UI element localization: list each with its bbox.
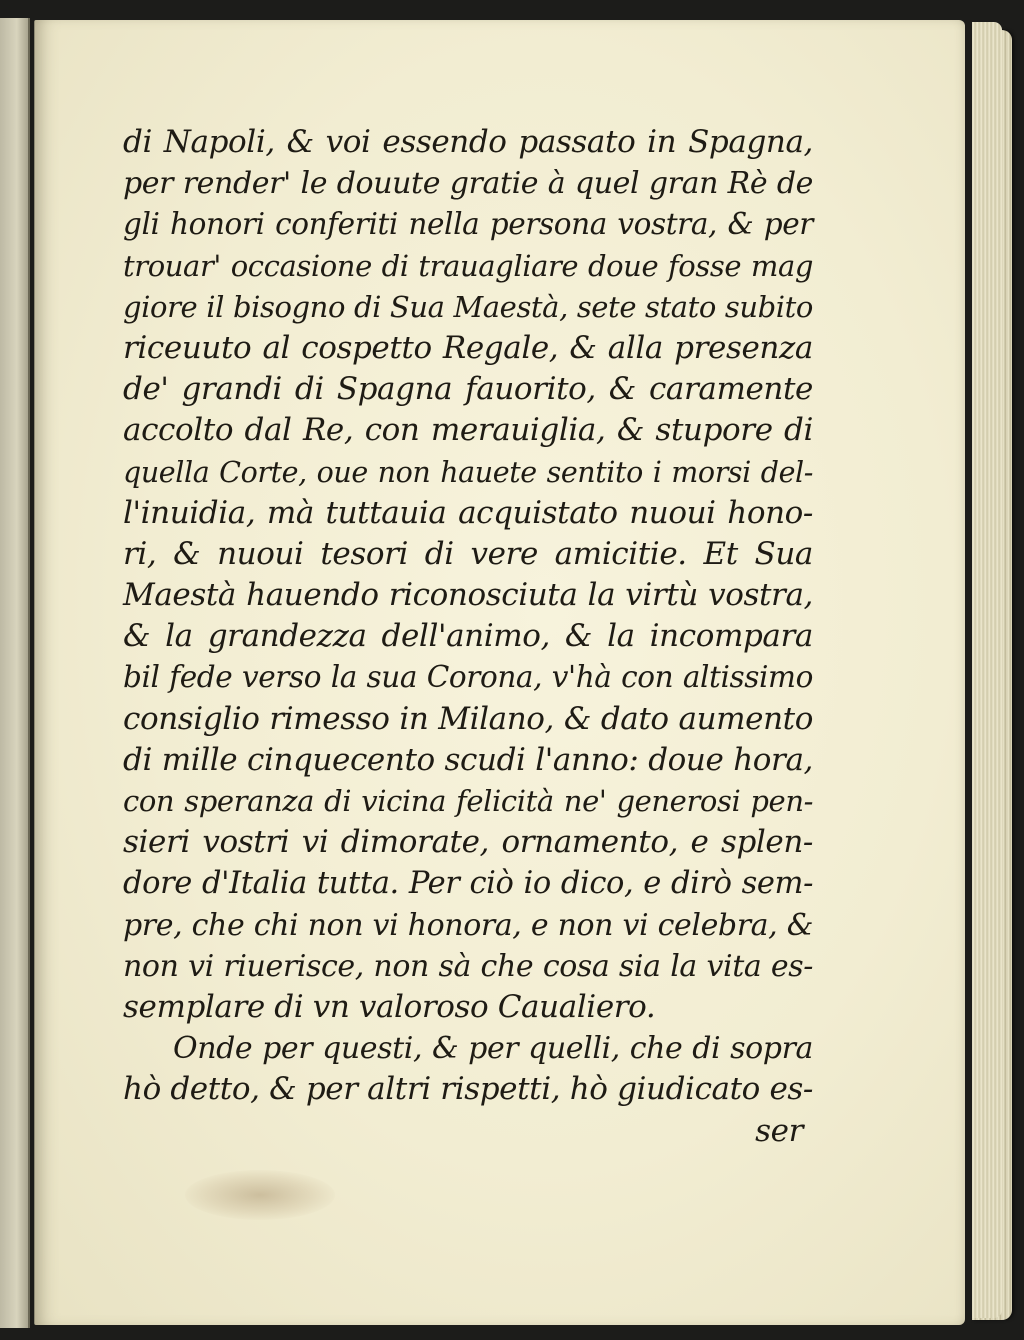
text-line: non vi riuerisce, non sà che cosa sia la vita es- [123, 948, 813, 984]
text-line: accolto dal Re, con merauiglia, & stupore di [123, 412, 813, 449]
text-line: di mille cinquecento scudi l'anno: doue hora, [123, 741, 813, 778]
text-line: consiglio rimesso in Milano, & dato aumento [123, 700, 813, 737]
text-line: ri, & nuoui tesori di vere amicitie. Et Sua [123, 535, 813, 572]
page-text [123, 122, 813, 1152]
text-line: l'inuidia, mà tuttauia acquistato nuoui hono- [123, 494, 813, 531]
facing-page-edge [0, 18, 30, 1328]
text-line: pre, che chi non vi honora, e non vi celebra, & [123, 907, 813, 943]
page-stain [185, 1170, 335, 1220]
book-page [34, 20, 965, 1325]
text-line: di Napoli, & voi essendo passato in Spagna, [123, 124, 813, 160]
text-line: Maestà hauendo riconosciuta la virtù vostra, [123, 577, 813, 614]
text-line: gli honori conferiti nella persona vostra, & per [123, 207, 813, 242]
text-line: con speranza di vicina felicità ne' generosi pen- [123, 784, 813, 818]
text-line: quella Corte, oue non hauete sentito i morsi del- [123, 455, 813, 489]
text-line: sieri vostri vi dimorate, ornamento, e splen- [123, 824, 813, 861]
text-line: Onde per questi, & per quelli, che di sopra [173, 1031, 813, 1067]
text-line: semplare di vn valoroso Caualiero. [123, 988, 656, 1025]
text-line: bil fede verso la sua Corona, v'hà con altissimo [123, 660, 813, 695]
page-edges-inner [972, 22, 1002, 1318]
text-line: hò detto, & per altri rispetti, hò giudicato es- [123, 1071, 813, 1108]
text-line: riceuuto al cospetto Regale, & alla presenza [123, 329, 813, 366]
text-line: trouar' occasione di trauagliare doue fosse mag [123, 248, 813, 283]
text-line: & la grandezza dell'animo, & la incompara [123, 618, 813, 655]
catchword: ser [755, 1112, 803, 1149]
text-line: giore il bisogno di Sua Maestà, sete stato subito [123, 289, 813, 324]
text-line: dore d'Italia tutta. Per ciò io dico, e dirò sem- [123, 866, 813, 902]
text-line: per render' le douute gratie à quel gran Rè de [123, 166, 813, 202]
text-line: de' grandi di Spagna fauorito, & caramente [123, 371, 813, 408]
